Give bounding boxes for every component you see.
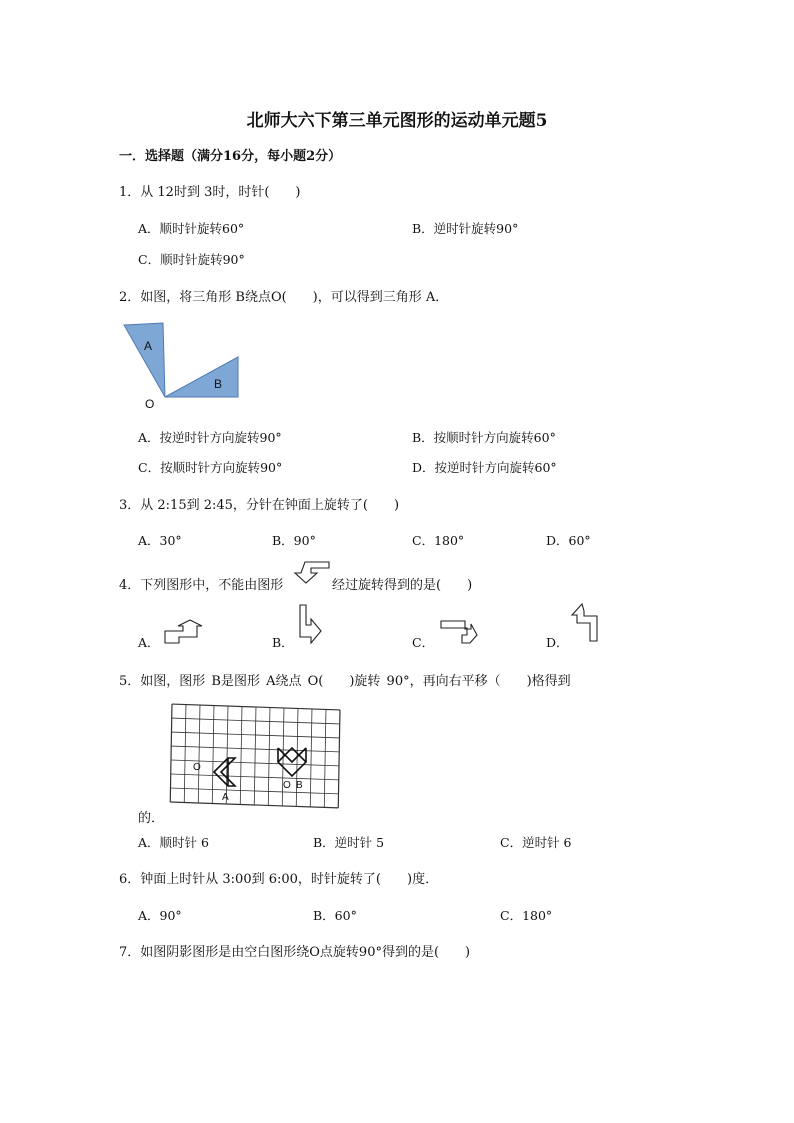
grid-vline (184, 705, 186, 803)
grid-vline (324, 709, 326, 807)
grid-shape-a-label: A (222, 792, 229, 803)
triangle-a-label: A (144, 339, 153, 353)
q4-option-a[interactable]: A． (138, 635, 160, 650)
grid-point-o-right: O (283, 780, 291, 791)
q4-option-b[interactable]: B． (272, 635, 294, 650)
q2-option-a[interactable]: A．按逆时针方向旋转90° (138, 430, 282, 445)
grid-vline (254, 707, 256, 805)
q5-option-b[interactable]: B．逆时针 5 (313, 835, 385, 850)
q2-option-b[interactable]: B．按顺时针方向旋转60° (412, 430, 556, 445)
point-o-label: O (145, 397, 155, 411)
q5-option-a[interactable]: A．顺时针 6 (138, 835, 209, 850)
grid-vline (198, 705, 200, 803)
section-heading: 一．选择题（满分16分，每小题2分） (119, 149, 342, 164)
q4-option-d-shape (571, 603, 601, 643)
grid-vline (268, 707, 270, 805)
shape-a (214, 758, 235, 786)
triangle-b (165, 357, 238, 397)
grid-vline (170, 704, 172, 802)
q2-option-c[interactable]: C．按顺时针方向旋转90° (138, 460, 283, 475)
q4-option-d[interactable]: D． (546, 635, 569, 650)
grid-point-o-left: O (193, 762, 201, 773)
grid-lines (170, 704, 340, 808)
grid-shape-b-label: B (296, 780, 303, 791)
question-4-stem-before: 4．下列图形中，不能由图形 (119, 578, 284, 593)
grid-vline (226, 706, 228, 804)
q1-option-c[interactable]: C．顺时针旋转90° (138, 252, 245, 267)
q2-option-d[interactable]: D．按逆时针方向旋转60° (412, 460, 557, 475)
q4-option-b-shape (298, 604, 324, 642)
q3-option-b[interactable]: B．90° (272, 533, 316, 548)
grid-vline (240, 707, 242, 805)
question-4-stem-after: 经过旋转得到的是( ) (332, 578, 473, 593)
grid-vline (338, 710, 340, 808)
grid-vline (212, 706, 214, 804)
shape-b (278, 748, 306, 776)
q4-option-c[interactable]: C． (412, 635, 435, 650)
question-5-stem-tail: 的． (138, 811, 165, 826)
grid-vline (310, 709, 312, 807)
q5-option-c[interactable]: C．逆时针 6 (500, 835, 572, 850)
q3-option-a[interactable]: A．30° (138, 533, 182, 548)
q1-option-a[interactable]: A．顺时针旋转60° (138, 221, 245, 236)
question-3-stem: 3．从 2:15到 2:45，分针在钟面上旋转了( ) (119, 498, 400, 513)
q6-option-a[interactable]: A．90° (138, 908, 182, 923)
q3-option-c[interactable]: C．180° (412, 533, 465, 548)
q1-option-b[interactable]: B．逆时针旋转90° (412, 221, 519, 236)
rotated-triangles-figure (120, 320, 250, 410)
q3-option-d[interactable]: D．60° (546, 533, 591, 548)
question-1-stem: 1．从 12时到 3时，时针( ) (119, 185, 301, 200)
triangle-b-label: B (214, 377, 223, 391)
question-2-stem: 2．如图，将三角形 B绕点O( )，可以得到三角形 A． (119, 290, 449, 305)
q6-option-b[interactable]: B．60° (313, 908, 357, 923)
question-5-stem: 5．如图，图形 B是图形 A绕点 O( )旋转 90°，再向右平移（ )格得到 (119, 674, 571, 689)
page-title: 北师大六下第三单元图形的运动单元题5 (246, 111, 548, 131)
question-6-stem: 6．钟面上时针从 3:00到 6:00，时针旋转了( )度． (119, 872, 439, 887)
question-7-stem: 7．如图阴影图形是由空白图形绕O点旋转90°得到的是( ) (119, 945, 471, 960)
q4-option-a-shape (164, 619, 204, 645)
reference-shape (296, 561, 336, 585)
grid-figure (170, 702, 346, 806)
q6-option-c[interactable]: C．180° (500, 908, 553, 923)
triangle-a (124, 323, 165, 397)
q4-option-c-shape (440, 620, 480, 644)
